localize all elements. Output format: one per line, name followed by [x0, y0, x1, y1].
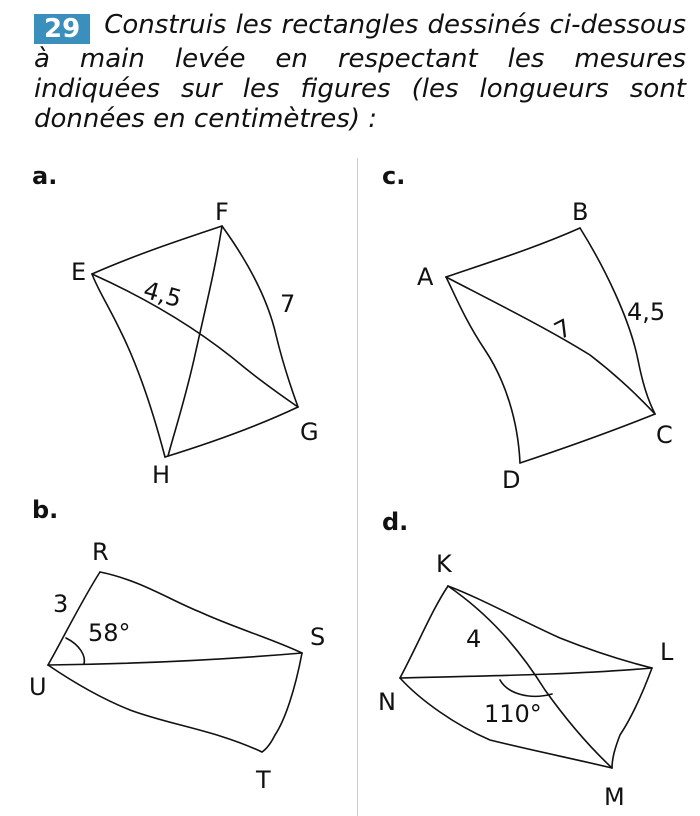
vertex-d: D — [502, 466, 521, 494]
diagonal-eg — [92, 274, 298, 407]
side-ef — [92, 226, 222, 274]
vertex-u: U — [29, 673, 47, 701]
part-label-a: a. — [32, 162, 58, 190]
vertex-e: E — [71, 258, 87, 286]
measure-side-ur: 3 — [53, 590, 69, 618]
measure-angle: 110° — [484, 700, 542, 728]
side-nk — [400, 586, 448, 678]
vertex-a: A — [417, 263, 434, 291]
figure-a-rectangle-efgh — [71, 198, 319, 489]
side-cd — [520, 414, 655, 463]
diagonal-nl — [400, 668, 652, 678]
vertex-b: B — [572, 198, 589, 226]
side-ab — [446, 228, 580, 277]
measure-side-fg: 7 — [280, 290, 296, 318]
measure-diagonal-km: 4 — [466, 625, 482, 653]
figure-d-rectangle-klmn — [378, 550, 674, 811]
vertex-h: H — [152, 461, 171, 489]
side-gh — [165, 407, 298, 457]
side-st — [262, 653, 302, 752]
side-tu — [48, 665, 262, 752]
measure-angle: 58° — [88, 619, 131, 647]
vertex-m: M — [604, 783, 625, 811]
vertex-c: C — [656, 421, 673, 449]
angle-arc-58 — [66, 638, 84, 664]
vertex-r: R — [92, 538, 109, 566]
vertex-f: F — [215, 198, 229, 226]
part-label-d: d. — [382, 508, 409, 536]
diagonal-us — [48, 653, 302, 665]
measure-side-bc: 4,5 — [627, 298, 666, 326]
diagonal-fh — [168, 226, 222, 456]
vertex-s: S — [310, 623, 326, 651]
measure-diagonal-ac: 7 — [549, 313, 577, 346]
figure-c-rectangle-abcd — [417, 198, 673, 494]
side-da — [446, 277, 520, 463]
vertex-g: G — [300, 418, 319, 446]
part-label-c: c. — [382, 162, 406, 190]
exercise-number-badge: 29 — [34, 14, 90, 44]
side-lm — [612, 668, 652, 768]
measure-diagonal-eg: 4,5 — [140, 275, 185, 314]
vertex-n: N — [378, 688, 396, 716]
instruction-text: Construis les rectangles dessinés ci-dessous à main levée en respectant les mesures indiquées sur les figures (les longueurs sont données en centimètres) : — [34, 10, 686, 134]
figure-b-rectangle-rstu — [29, 538, 325, 794]
vertex-l: L — [660, 638, 674, 666]
part-label-b: b. — [32, 496, 59, 524]
vertex-t: T — [256, 766, 271, 794]
vertex-k: K — [436, 550, 452, 578]
diagonal-ac — [446, 277, 655, 414]
